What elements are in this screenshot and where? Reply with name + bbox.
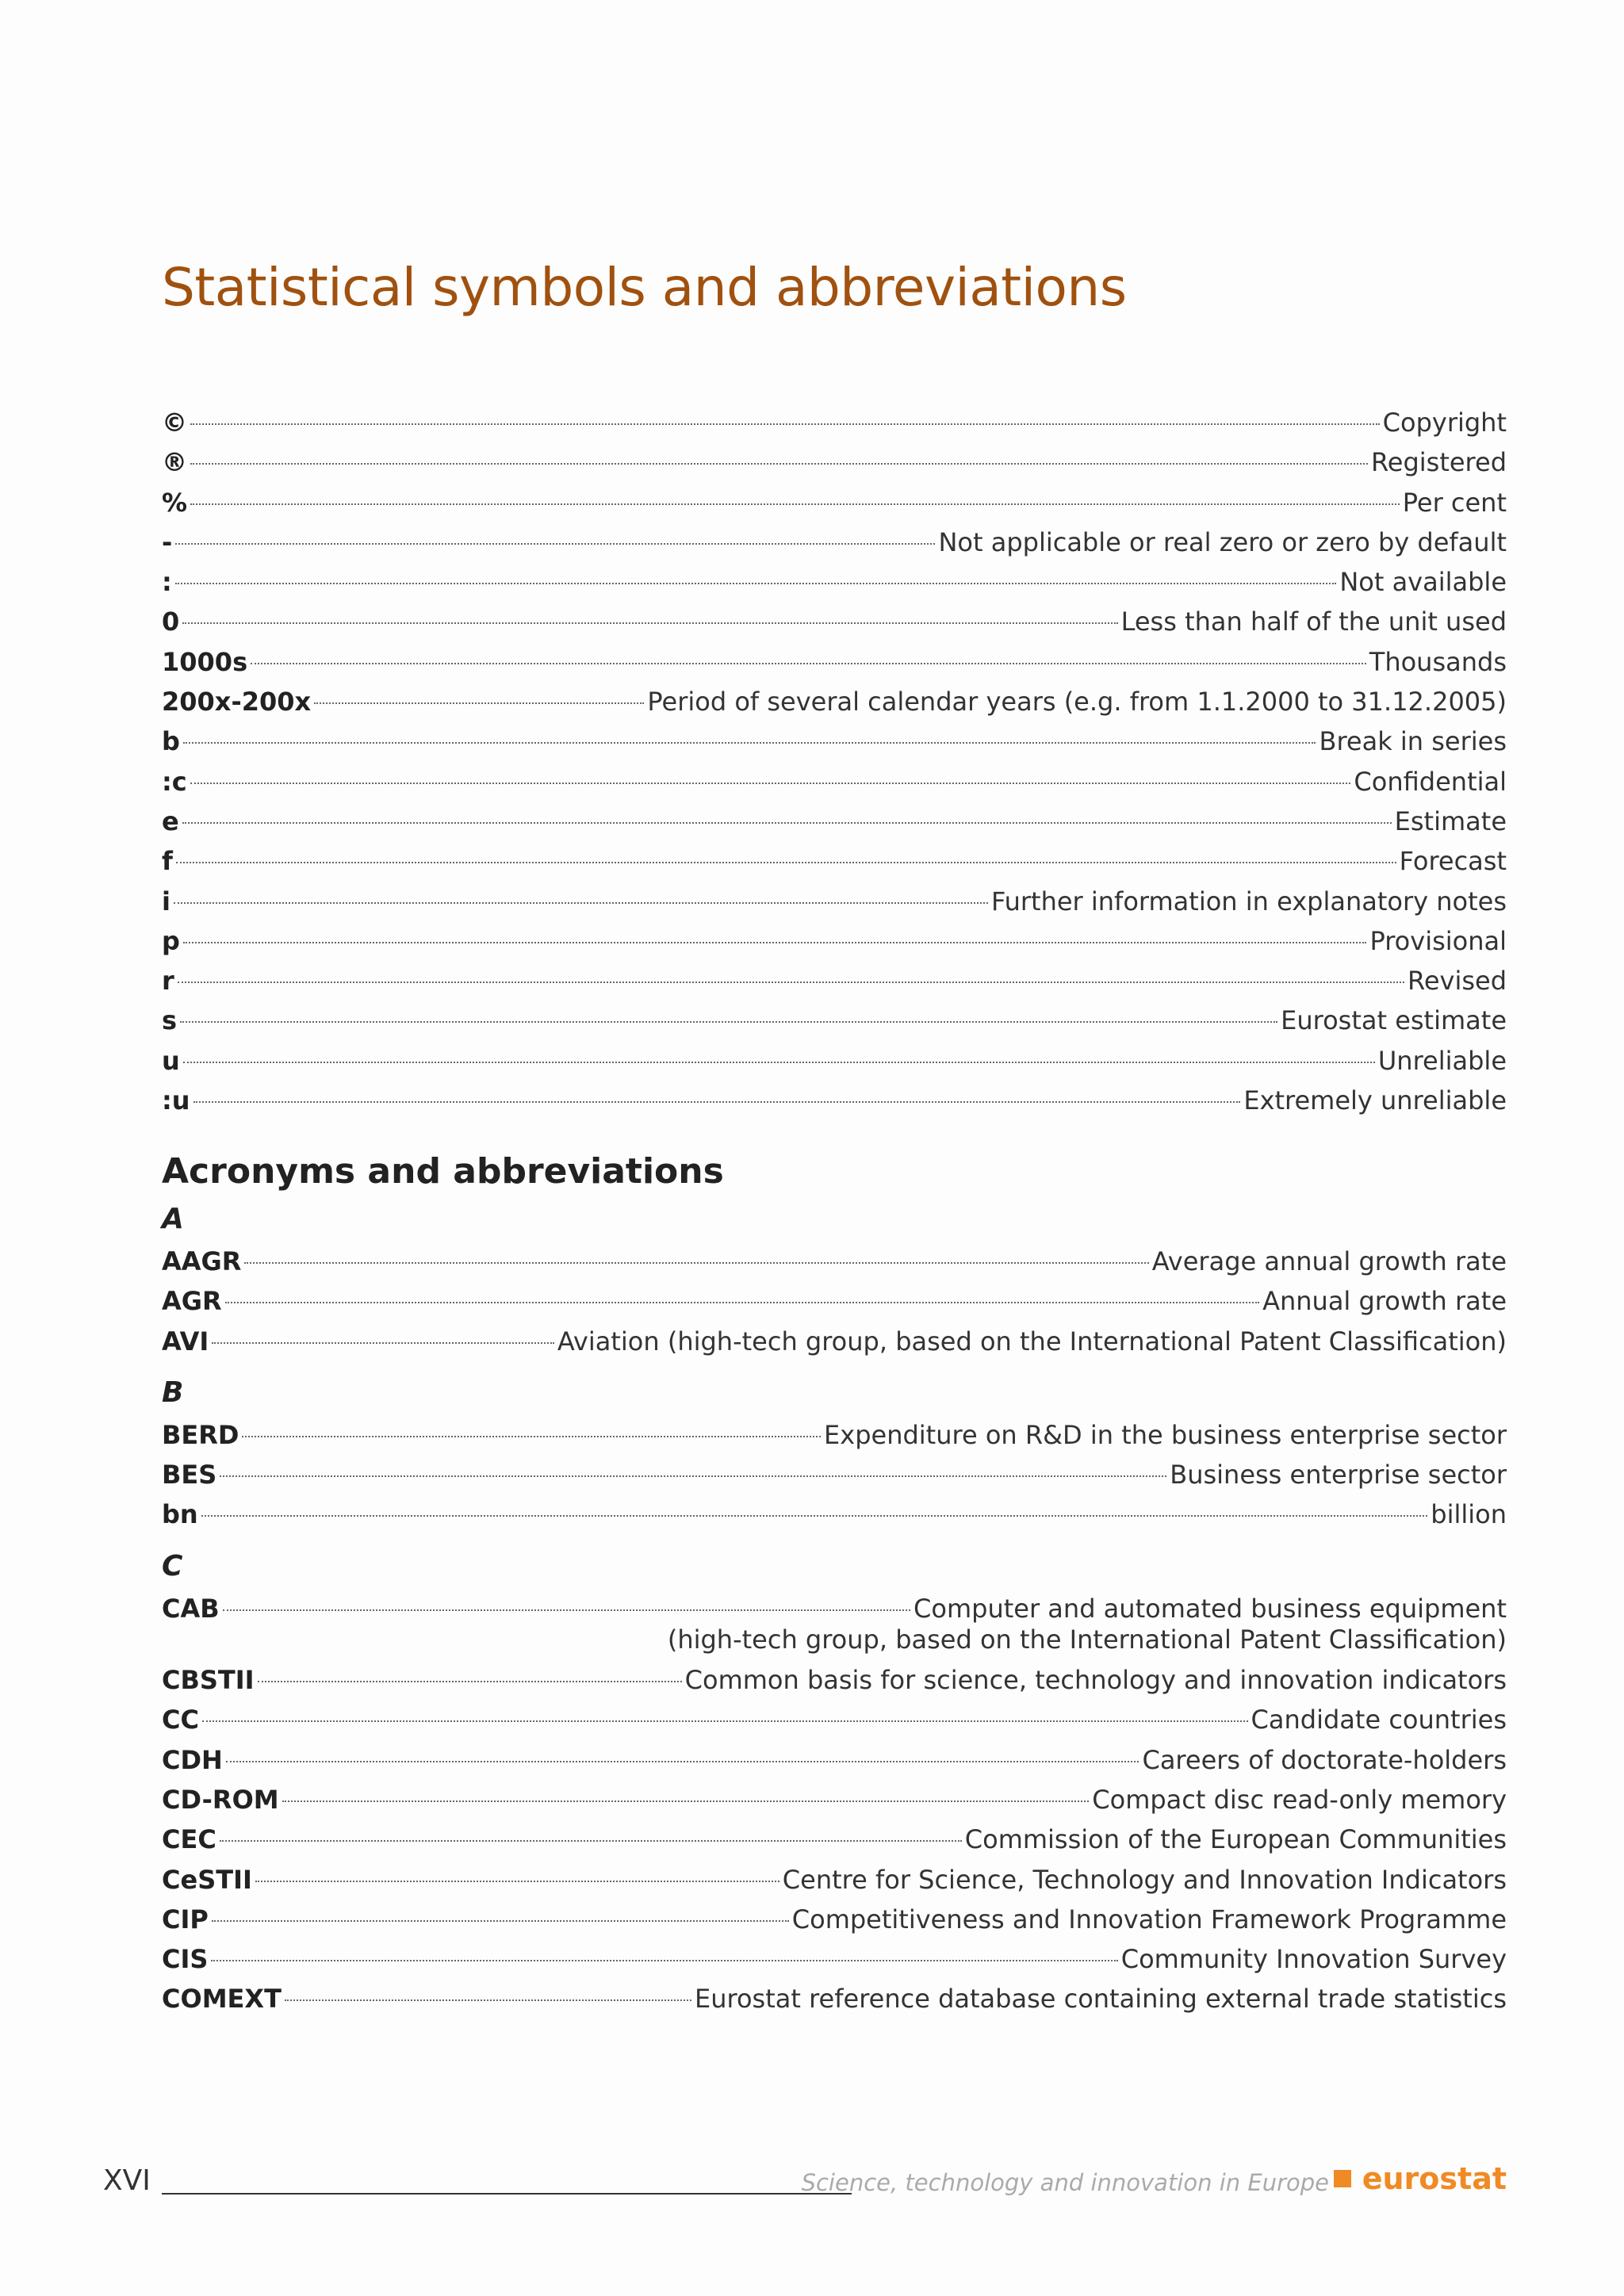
acronym-key: COMEXT [162,1984,282,2015]
symbol-key: - [162,526,173,557]
acronym-row [162,1700,1507,1739]
symbols-list [162,403,1507,1120]
dot-leader [175,543,935,545]
symbol-key: i [162,886,170,916]
symbol-key: 1000s [162,646,248,677]
dot-leader [175,583,1337,584]
page-title: Statistical symbols and abbreviations [162,257,1127,318]
acronym-meaning: Competitiveness and Innovation Framework Programme [791,1904,1507,1934]
symbol-row [162,721,1507,761]
acronym-row [162,1322,1507,1361]
group-letter-c: C [162,1549,183,1582]
acronym-key: CDH [162,1744,223,1775]
acronym-meaning: Business enterprise sector [1170,1460,1507,1490]
symbol-row [162,642,1507,682]
acronym-row [162,1589,1507,1628]
symbol-key: p [162,925,180,956]
symbol-meaning: Further information in explanatory notes [990,886,1507,916]
symbol-meaning: Not applicable or real zero or zero by default [938,526,1507,557]
symbol-row [162,882,1507,921]
acronym-row [162,1494,1507,1534]
acronym-row [162,1979,1507,2019]
page-number: XVI [103,2164,151,2197]
publication-title: Science, technology and innovation in Europe [801,2169,1329,2196]
dot-leader [183,742,1316,744]
symbol-key: % [162,487,188,518]
acronym-row [162,1281,1507,1321]
acronym-key: AGR [162,1286,222,1317]
symbol-row [162,522,1507,562]
symbol-meaning: Period of several calendar years (e.g. from 1.1.2000 to 31.12.2005) [647,687,1507,718]
group-letter-a: A [162,1203,184,1235]
symbol-meaning: Thousands [1369,646,1507,677]
symbol-meaning: Copyright [1382,408,1507,438]
symbol-key: ® [162,447,187,478]
symbol-meaning: Extremely unreliable [1243,1085,1507,1116]
acronym-row [162,1455,1507,1494]
symbol-meaning: Not available [1339,567,1507,598]
symbol-meaning: Confidential [1354,766,1507,797]
symbol-row [162,921,1507,961]
symbol-meaning: Revised [1408,966,1507,997]
symbol-row [162,802,1507,841]
symbol-row [162,1001,1507,1040]
dot-leader [178,982,1404,983]
acronym-key: AAGR [162,1246,242,1276]
symbol-key: e [162,806,179,836]
symbol-row [162,562,1507,602]
acronym-key: BERD [162,1419,239,1450]
dot-leader [314,702,644,704]
symbol-meaning: Break in series [1319,726,1507,757]
dot-leader [225,1302,1259,1303]
symbol-key: :u [162,1085,190,1116]
dot-leader [226,1761,1139,1762]
acronym-row [162,1820,1507,1859]
dot-leader [223,1609,910,1611]
dot-leader [190,463,1368,465]
symbol-row [162,442,1507,482]
acronym-meaning: Compact disc read-only memory [1092,1784,1507,1815]
acronym-key: CBSTII [162,1665,255,1696]
eurostat-logo [1334,2161,1507,2196]
acronym-meaning: Eurostat reference database containing external trade statistics [695,1984,1507,2015]
symbol-meaning: Eurostat estimate [1281,1005,1507,1036]
dot-leader [282,1800,1090,1802]
symbol-key: 200x-200x [162,687,312,718]
symbol-meaning: Estimate [1394,806,1507,836]
acronym-key: AVI [162,1326,209,1357]
acronym-meaning: billion [1431,1499,1507,1530]
acronym-key: CD-ROM [162,1784,279,1815]
symbol-row [162,762,1507,802]
dot-leader [212,1342,554,1344]
dot-leader [193,1101,1241,1103]
symbol-key: f [162,846,173,877]
symbol-key: u [162,1045,180,1076]
acronyms-heading: Acronyms and abbreviations [162,1151,724,1192]
acronym-meaning: Expenditure on R&D in the business enterprise sector [824,1419,1507,1450]
symbol-key: b [162,726,180,757]
dot-leader [174,902,988,904]
group-letter-b: B [162,1376,184,1409]
acronym-row [162,1415,1507,1455]
symbol-key: © [162,408,187,438]
dot-leader [258,1681,682,1682]
dot-leader [201,1515,1428,1517]
symbol-meaning: Unreliable [1377,1045,1507,1076]
acronym-row [162,1740,1507,1780]
symbol-key: r [162,966,174,997]
acronym-meaning: Community Innovation Survey [1120,1944,1507,1975]
symbol-meaning: Per cent [1402,487,1507,518]
symbol-key: 0 [162,607,180,637]
dot-leader [183,1062,1375,1063]
brand-name: eurostat [1362,2161,1507,2196]
symbol-row [162,682,1507,721]
symbol-row [162,841,1507,881]
dot-leader [242,1436,821,1437]
acronym-key: CIS [162,1944,209,1975]
dot-leader [180,1021,1277,1023]
symbol-row [162,961,1507,1001]
acronym-meaning: Commission of the European Communities [964,1824,1507,1855]
acronym-key: CC [162,1705,199,1735]
acronym-row [162,1660,1507,1700]
acronym-key: bn [162,1499,198,1530]
symbol-row [162,483,1507,522]
acronym-row [162,1780,1507,1820]
acronym-meaning: Aviation (high-tech group, based on the International Patent Classification) [557,1326,1507,1357]
acronym-key: CAB [162,1593,220,1624]
symbol-row [162,1041,1507,1081]
dot-leader [190,503,1400,505]
square-icon [1334,2170,1351,2187]
dot-leader [211,1960,1117,1961]
acronym-meaning: Common basis for science, technology and innovation indicators [684,1665,1507,1696]
dot-leader [202,1720,1248,1722]
acronym-meaning: Candidate countries [1251,1705,1507,1735]
acronym-row [162,1242,1507,1281]
acronyms-list [162,1197,1507,2019]
acronym-key: CIP [162,1904,209,1934]
acronym-row [162,1860,1507,1900]
acronym-meaning-continued: (high-tech group, based on the International Patent Classification) [667,1624,1507,1655]
symbol-key: : [162,567,172,598]
symbol-meaning: Provisional [1369,925,1507,956]
acronym-key: BES [162,1460,217,1490]
dot-leader [251,663,1366,664]
acronym-key: CeSTII [162,1864,252,1895]
dot-leader [182,622,1117,624]
group-spacer [162,1361,1507,1371]
acronym-key: CEC [162,1824,216,1855]
dot-leader [183,942,1367,943]
dot-leader [220,1840,962,1842]
symbol-key: s [162,1005,178,1036]
acronym-meaning: Average annual growth rate [1151,1246,1507,1276]
dot-leader [285,1999,691,2001]
acronym-meaning: Annual growth rate [1262,1286,1507,1317]
group-spacer [162,1535,1507,1544]
symbol-row [162,403,1507,442]
acronym-row [162,1900,1507,1939]
acronym-meaning: Careers of doctorate-holders [1142,1744,1507,1775]
dot-leader [182,822,1392,824]
symbol-key: :c [162,766,187,797]
symbol-row [162,1081,1507,1120]
acronym-meaning: Centre for Science, Technology and Innovation Indicators [782,1864,1507,1895]
footer-rule [162,2193,852,2195]
dot-leader [244,1262,1148,1264]
dot-leader [190,783,1351,784]
symbol-meaning: Forecast [1399,846,1507,877]
acronym-meaning: Computer and automated business equipment [914,1593,1507,1624]
symbol-row [162,602,1507,641]
acronym-row [162,1939,1507,1979]
symbol-meaning: Registered [1370,447,1507,478]
dot-leader [190,423,1380,425]
dot-leader [255,1881,779,1882]
dot-leader [220,1475,1166,1477]
dot-leader [176,862,1396,863]
symbol-meaning: Less than half of the unit used [1120,607,1507,637]
dot-leader [212,1920,789,1922]
